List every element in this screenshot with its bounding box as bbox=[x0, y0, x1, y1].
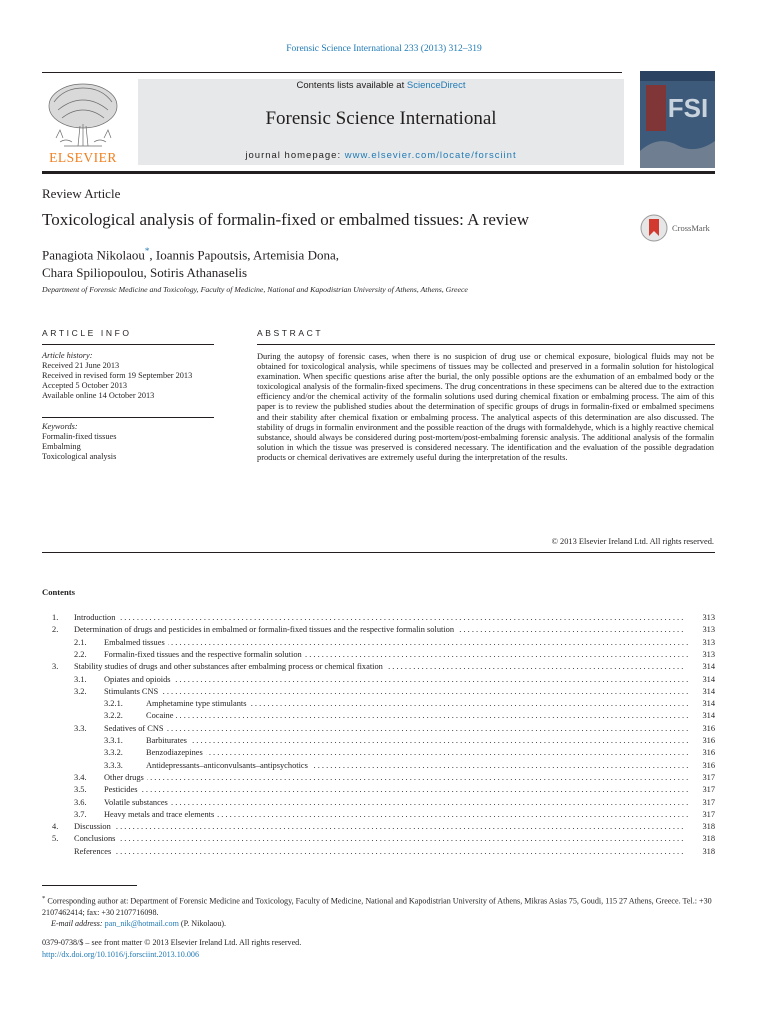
toc-title-text: References bbox=[74, 847, 114, 856]
toc-title-text: Determination of drugs and pesticides in embalmed or formalin-fixed tissues and the respective formalin solution bbox=[74, 625, 457, 634]
toc-number: 5. bbox=[52, 834, 59, 844]
toc-title-text: Conclusions bbox=[74, 834, 118, 843]
toc-title-text: Antidepressants–anticonvulsants–antipsychotics bbox=[146, 761, 311, 770]
toc-title[interactable] bbox=[146, 747, 689, 759]
toc-title[interactable] bbox=[104, 637, 689, 649]
author-list bbox=[42, 242, 339, 282]
toc-title[interactable] bbox=[146, 710, 689, 722]
sciencedirect-link[interactable]: ScienceDirect bbox=[406, 80, 466, 91]
toc-title[interactable] bbox=[146, 735, 689, 747]
toc-title[interactable] bbox=[104, 772, 689, 784]
toc-row[interactable] bbox=[42, 821, 715, 833]
abstract-rule-top bbox=[257, 344, 715, 345]
toc-title-text: Stimulants CNS bbox=[104, 687, 161, 696]
header-rule-top bbox=[42, 72, 622, 73]
toc-title[interactable] bbox=[74, 661, 689, 673]
footnote-email: E-mail address: pan_nik@hotmail.com (P. Nikolaou). bbox=[51, 918, 227, 928]
crossmark-icon bbox=[640, 213, 668, 243]
toc-page-number: 317 bbox=[702, 797, 715, 807]
toc-page-number: 314 bbox=[702, 674, 715, 684]
corresponding-author-footnote bbox=[42, 893, 715, 929]
toc-number: 1. bbox=[52, 613, 59, 622]
cover-acronym: FSI bbox=[667, 93, 709, 123]
keyword-item: Formalin-fixed tissues bbox=[42, 432, 117, 441]
contents-available-line: Contents lists available at ScienceDirect bbox=[296, 80, 466, 91]
crossmark-badge[interactable] bbox=[640, 213, 720, 243]
article-info-rule-1 bbox=[42, 344, 214, 345]
toc-title-text: Opiates and opioids bbox=[104, 675, 174, 684]
journal-title: Forensic Science International bbox=[265, 108, 497, 129]
toc-title[interactable] bbox=[146, 698, 689, 710]
toc-title-text: Formalin-fixed tissues and the respective formalin solution bbox=[104, 650, 305, 659]
toc-row[interactable] bbox=[42, 772, 715, 784]
elsevier-wordmark: ELSEVIER bbox=[49, 150, 117, 165]
toc-title[interactable] bbox=[104, 809, 689, 821]
toc-title[interactable] bbox=[104, 784, 689, 796]
toc-row[interactable] bbox=[42, 637, 715, 649]
history-online: Available online 14 October 2013 bbox=[42, 391, 155, 400]
toc-title[interactable] bbox=[74, 821, 689, 833]
author-line-2: Chara Spiliopoulou, Sotiris Athanaselis bbox=[42, 265, 248, 281]
footnote-address: * Corresponding author at: Department of Forensic Medicine and Toxicology, Faculty of Medicine, National and Kapodistrian University of Athens, Mikras Asias 75, Goudi, 115 27 Athens, Greece. Tel.: +30 2107462414; fax: +30 2107716098. bbox=[42, 895, 712, 917]
toc-page-number: 314 bbox=[702, 711, 715, 721]
toc-page-number: 316 bbox=[702, 736, 715, 745]
history-accepted: Accepted 5 October 2013 bbox=[42, 381, 128, 390]
toc-title-text: Pesticides bbox=[104, 785, 141, 794]
toc-page-number: 316 bbox=[702, 748, 715, 758]
article-title: Toxicological analysis of formalin-fixed or embalmed tissues: A review bbox=[42, 210, 529, 229]
toc-page-number: 318 bbox=[702, 822, 715, 832]
toc-row[interactable] bbox=[42, 797, 715, 809]
toc-title-text: Sedatives of CNS bbox=[104, 724, 167, 733]
email-link[interactable]: pan_nik@hotmail.com bbox=[104, 918, 179, 928]
abstract-heading: ABSTRACT bbox=[257, 328, 324, 338]
keywords-label: Keywords: bbox=[42, 422, 78, 431]
keyword-item: Toxicological analysis bbox=[42, 452, 117, 461]
doi-link[interactable]: http://dx.doi.org/10.1016/j.forsciint.2013.10.006 bbox=[42, 949, 200, 959]
toc-page-number: 314 bbox=[702, 662, 715, 672]
toc-row[interactable] bbox=[42, 747, 715, 759]
toc-number: 3.2. bbox=[74, 686, 87, 696]
imprint bbox=[42, 937, 301, 960]
toc-page-number: 318 bbox=[702, 834, 715, 844]
crossmark-label: CrossMark bbox=[672, 223, 710, 233]
toc-row[interactable] bbox=[42, 674, 715, 686]
abstract-copyright: © 2013 Elsevier Ireland Ltd. All rights reserved. bbox=[551, 537, 714, 546]
toc-row[interactable] bbox=[42, 760, 715, 772]
article-info-rule-2 bbox=[42, 417, 214, 418]
abstract-text: During the autopsy of forensic cases, when there is no suspicion of drug use or chemical exposure, biological fluids may not be obtained for toxicological analysis, while specimens of tissues may be collected and preserved in a formalin solution for histological examination. When specific questions arise after the burial, the only possible options are the exhumation of an embalmed body or the toxicological analysis of the formalin-fixed specimens. The drug concentrations in these specimens can be altered due to the extraction efficiency and/or the chemical activity of the formalin solutions used during chemical fixation or embalming process. The aim of this paper is to review the published studies about the determination of specific groups of drugs in formalin-fixed or embalmed specimens and their stability after chemical fixation or embalming process. The analytical aspects of this determination are also discussed. The stability of drugs in formalin environment and the possible reaction of the drugs with formaldehyde, which is a highly reactive chemical substance, should always be considered during post-mortem/post-embalming forensic analysis. The additional analysis of the formalin solution in which the tissue was preserved is considered necessary. The identification and the evaluation of the possible degradation products or chemical derivatives are extremely useful during the interpretation of the results. bbox=[257, 352, 714, 462]
toc-title-text: Stability studies of drugs and other substances after embalming process or chemical fixation bbox=[74, 662, 386, 671]
article-type: Review Article bbox=[42, 186, 121, 201]
toc-number: 3. bbox=[52, 662, 59, 672]
contents-heading: Contents bbox=[42, 587, 75, 597]
toc-row[interactable] bbox=[42, 698, 715, 710]
toc-number: 3.2.2. bbox=[104, 711, 123, 721]
toc-title[interactable] bbox=[74, 833, 689, 845]
toc-row[interactable] bbox=[42, 723, 715, 735]
toc-page-number: 313 bbox=[702, 613, 715, 622]
toc-page-number: 317 bbox=[702, 809, 715, 819]
toc-title[interactable] bbox=[74, 624, 689, 636]
toc-page-number: 317 bbox=[702, 785, 715, 795]
toc-title-text: Heavy metals and trace elements bbox=[104, 810, 217, 819]
toc-title-text: Other drugs bbox=[104, 773, 147, 782]
toc-title-text: Embalmed tissues bbox=[104, 638, 168, 647]
toc-number: 3.6. bbox=[74, 797, 87, 807]
toc-row[interactable] bbox=[42, 686, 715, 698]
toc-page-number: 313 bbox=[702, 625, 715, 635]
toc-row[interactable] bbox=[42, 624, 715, 636]
toc-number: 4. bbox=[52, 822, 59, 832]
footnote-mark: * bbox=[42, 895, 46, 902]
article-history bbox=[42, 351, 217, 401]
toc-title[interactable] bbox=[146, 760, 689, 772]
footnote-rule bbox=[42, 885, 137, 886]
toc-page-number: 314 bbox=[702, 699, 715, 709]
toc-number: 2.2. bbox=[74, 649, 87, 659]
toc-title[interactable] bbox=[104, 649, 689, 661]
toc-page-number: 316 bbox=[702, 723, 715, 733]
toc-number: 3.2.1. bbox=[104, 699, 123, 709]
history-revised: Received in revised form 19 September 2013 bbox=[42, 371, 193, 380]
toc-number: 3.1. bbox=[74, 674, 87, 684]
toc-title-text: Benzodiazepines bbox=[146, 748, 206, 757]
toc-row[interactable] bbox=[42, 735, 715, 747]
toc-number: 3.3. bbox=[74, 723, 87, 733]
toc-row[interactable] bbox=[42, 784, 715, 796]
toc-title[interactable] bbox=[104, 686, 689, 698]
toc-number: 3.3.2. bbox=[104, 748, 123, 758]
toc-number: 2. bbox=[52, 625, 59, 635]
journal-reference[interactable]: Forensic Science International 233 (2013) 312–319 bbox=[286, 44, 482, 54]
toc-page-number: 314 bbox=[702, 686, 715, 696]
toc-number: 2.1. bbox=[74, 637, 87, 647]
toc-row[interactable] bbox=[42, 710, 715, 722]
toc-title[interactable] bbox=[74, 612, 689, 624]
toc-page-number: 313 bbox=[702, 649, 715, 659]
toc-title-text: Discussion bbox=[74, 822, 114, 831]
toc-title-text: Volatile substances bbox=[104, 798, 171, 807]
toc-page-number: 316 bbox=[702, 760, 715, 770]
toc-title[interactable] bbox=[74, 846, 689, 858]
toc-number: 3.5. bbox=[74, 785, 87, 795]
homepage-link[interactable]: www.elsevier.com/locate/forsciint bbox=[344, 150, 517, 161]
toc-row[interactable] bbox=[42, 612, 715, 624]
toc-row[interactable] bbox=[42, 661, 715, 673]
corresponding-author-mark[interactable]: * bbox=[144, 246, 150, 256]
toc-title-text: Cocaine bbox=[146, 711, 176, 720]
toc-row[interactable] bbox=[42, 833, 715, 845]
toc-row[interactable] bbox=[42, 846, 715, 858]
toc-number: 3.7. bbox=[74, 809, 87, 819]
keyword-item: Embalming bbox=[42, 442, 81, 451]
toc-title-text: Amphetamine type stimulants bbox=[146, 699, 249, 708]
toc-row[interactable] bbox=[42, 809, 715, 821]
author-line-1: Panagiota Nikolaou*, Ioannis Papoutsis, Artemisia Dona, bbox=[42, 246, 339, 263]
issn-line: 0379-0738/$ – see front matter © 2013 Elsevier Ireland Ltd. All rights reserved. bbox=[42, 938, 302, 947]
toc-page-number: 317 bbox=[702, 772, 715, 782]
history-label: Article history: bbox=[42, 351, 93, 360]
toc-number: 3.4. bbox=[74, 772, 87, 782]
toc-title-text: Barbiturates bbox=[146, 736, 190, 745]
abstract-rule-bottom bbox=[42, 552, 715, 553]
toc-title[interactable] bbox=[104, 797, 689, 809]
journal-homepage-line: journal homepage: www.elsevier.com/locate/forsciint bbox=[245, 150, 517, 161]
toc-title-text: Introduction bbox=[74, 613, 118, 622]
toc-row[interactable] bbox=[42, 649, 715, 661]
toc-page-number: 313 bbox=[702, 637, 715, 647]
history-received: Received 21 June 2013 bbox=[42, 361, 120, 370]
toc-number: 3.3.3. bbox=[104, 760, 123, 770]
toc-page-number: 318 bbox=[702, 846, 715, 856]
toc-number: 3.3.1. bbox=[104, 736, 123, 745]
header-rule-bottom bbox=[42, 171, 715, 174]
toc-title[interactable] bbox=[104, 723, 689, 735]
article-info-heading: ARTICLE INFO bbox=[42, 328, 132, 338]
toc-title[interactable] bbox=[104, 674, 689, 686]
keywords bbox=[42, 422, 217, 462]
journal-cover-thumbnail bbox=[640, 71, 715, 168]
affiliation: Department of Forensic Medicine and Toxicology, Faculty of Medicine, National and Kapodistrian University of Athens, Athens, Greece bbox=[42, 285, 468, 294]
